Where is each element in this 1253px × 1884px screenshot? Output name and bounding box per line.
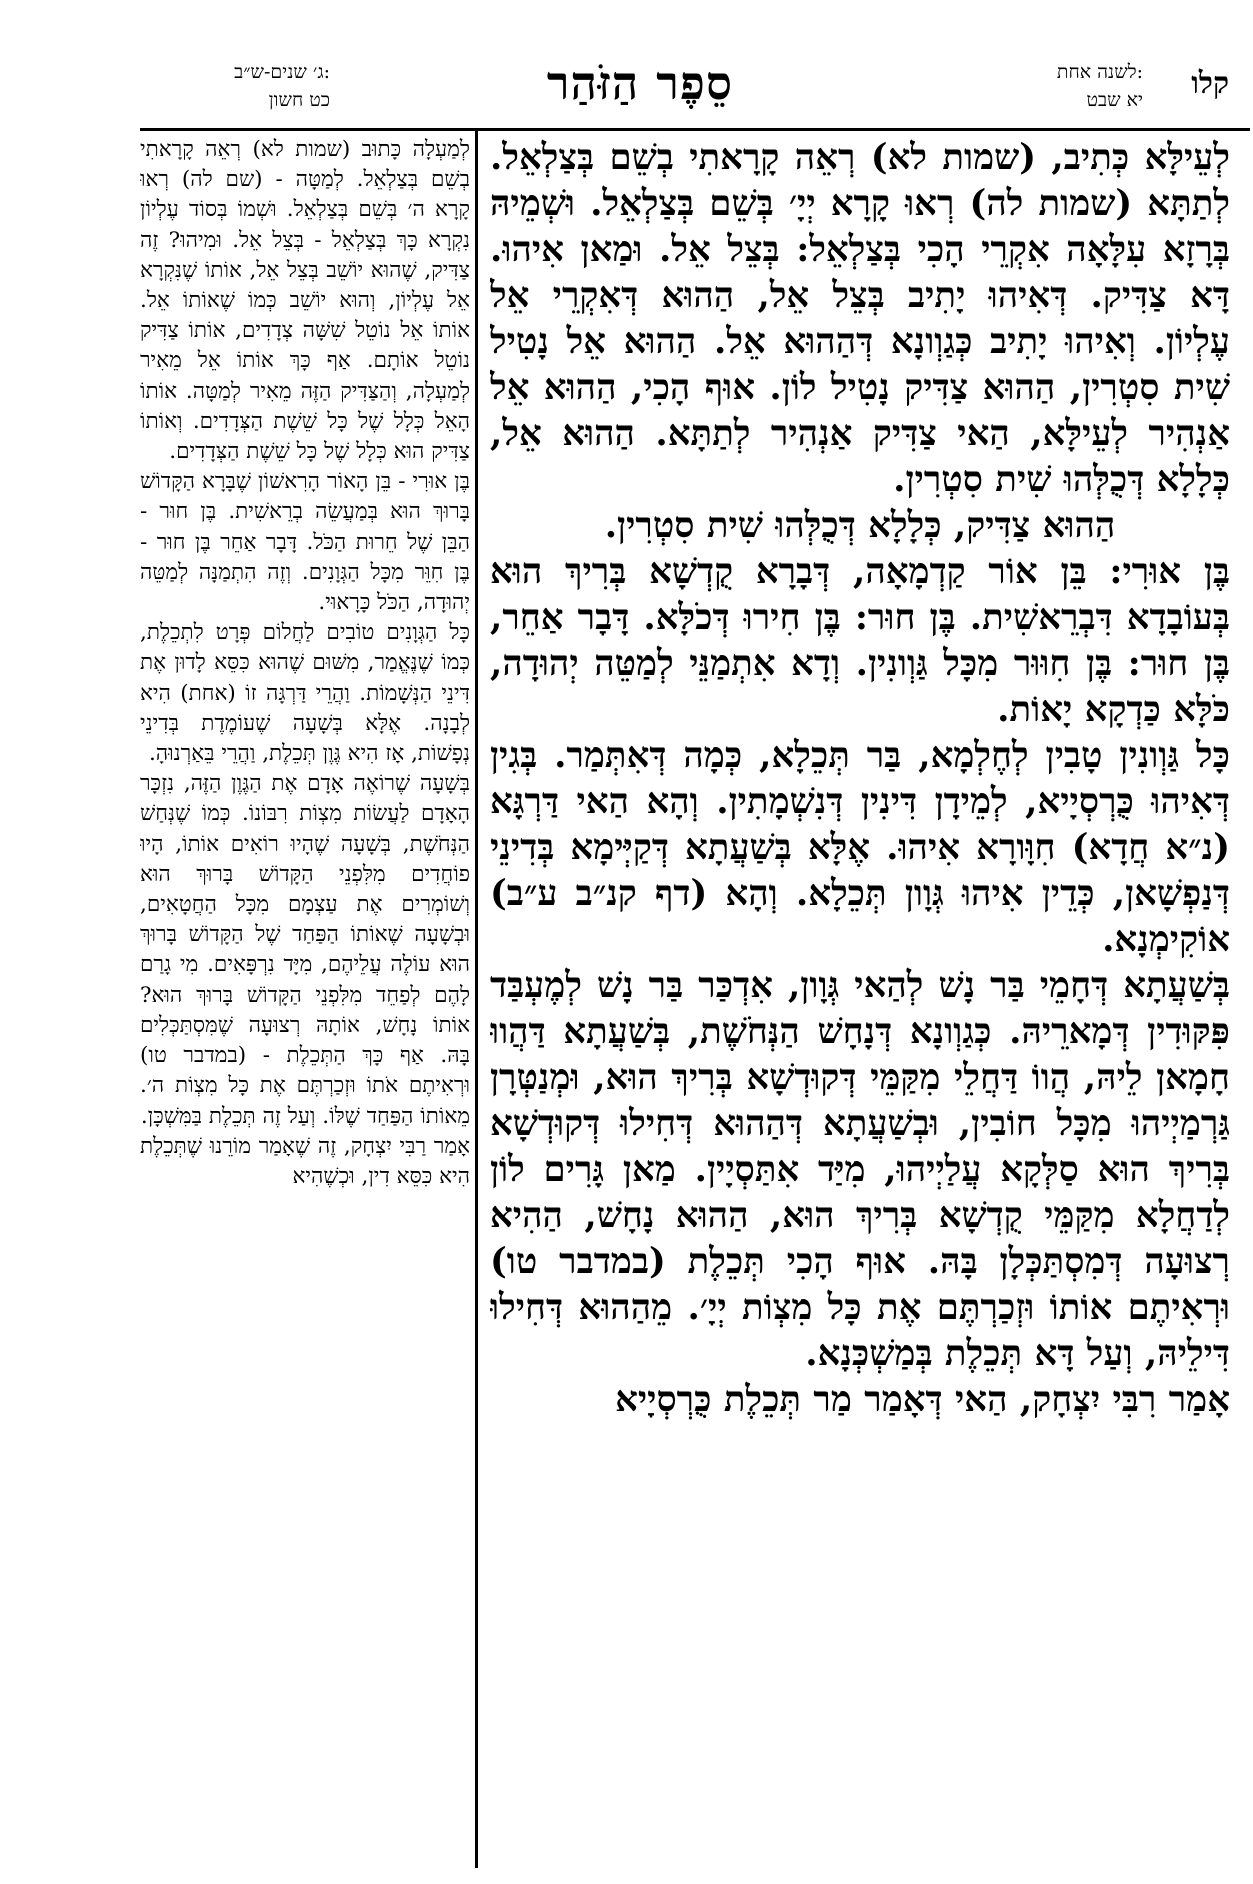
schedule-date-one-year: יא שבט xyxy=(1086,89,1143,111)
hebrew-paragraph: אָמַר רַבִּי יִצְחָק, זֶה שֶׁאָמַר מוֹרֵנוּ שֶׁתְּכֵלֶת הִיא כִּסֵּא דִין, וּכְשֶׁהִיא xyxy=(140,1133,470,1189)
header-rule xyxy=(140,128,1250,131)
column-separator xyxy=(475,128,478,1868)
hebrew-paragraph: בֶּן אוּרִי - בֵּן הָאוֹר הָרִאשׁוֹן שֶׁבָּרָא הַקָּדוֹשׁ בָּרוּךְ הוּא בְּמַעֲשֵׂה בְרֵאשִׁית. בֶּן חוּר - הַבֵּן שֶׁל חֵרוּת הַכֹּל. דָּבָר אַחֵר בֶּן חוּר - בֶּן חִוֵּר מִכָּל הַגְּוָנִים. וְזֶה הִתְמַנָּה לְמַטֵּה יְהוּדָה, הַכֹּל כָּרָאוּי. xyxy=(140,469,470,616)
hebrew-translation-column xyxy=(140,135,470,1875)
aramaic-paragraph: בְּשַׁעֲתָא דְּחָמֵי בַּר נָשׁ לְהַאי גְּוָון, אִדְכַּר בַּר נָשׁ לְמֶעְבַּד פִּקּוּדִין דְּמָארֵיהּ. כְּגַוְונָא דְּנָחָשׁ הַנְּחֹשֶׁת, בְּשַׁעֲתָא דַּהֲווּ חָמָאן לֵיהּ, הֲווֹ דַּחֲלֵי מִקַּמֵּי דְּקוּדְשָׁא בְּרִיךְ הוּא, וּמְנַטְּרָן גַּרְמַיְיהוּ מִכָּל חוֹבִין, וּבְשַׁעֲתָא דְּהַהוּא דְּחִילוּ דְּקוּדְשָׁא בְּרִיךְ הוּא סַלְּקָא עֲלַיְיהוּ, מִיַּד אִתַּסְיָין. מַאן גָּרִים לוֹן לְדַחֲלָא מִקַּמֵּי קֻדְשָׁא בְּרִיךְ הוּא, הַהוּא נָחָשׁ, הַהִיא רְצוּעָה דְּמִסְתַּכְּלָן בָּהּ. אוּף הָכִי תְּכֵלֶת (במדבר טו) וּרְאִיתֶם אוֹתוֹ וּזְכַרְתֶּם אֶת כָּל מִצְוֹת יְיָ׳. מֵהַהוּא דְּחִילוּ דִּילֵיהּ, וְעַל דָּא תְּכֵלֶת בְּמַשְׁכְּנָא. xyxy=(490,965,1230,1374)
schedule-date-three-year: כט חשון xyxy=(268,89,330,111)
hebrew-paragraph: כָּל הַגְּוָנִים טוֹבִים לַחֲלוֹם פְּרָט לִתְכֵלֶת, כְּמוֹ שֶׁנֶּאֱמַר, מִשּׁוּם שֶׁהוּא כִּסֵּא לָדוּן אֶת דִּינֵי הַנְּשָׁמוֹת. וַהֲרֵי דַּרְגָּה זוֹ (אחת) הִיא לְבָנָה. אֶלָּא בְּשָׁעָה שֶׁעוֹמֶדֶת בְּדִינֵי נְפָשׁוֹת, אָז הִיא גֶּוֶן תְּכֵלֶת, וַהֲרֵי בֵּאַרְנוּהָ. xyxy=(140,620,470,767)
book-title: סֵפֶר הַזֹּהַר xyxy=(546,56,734,110)
reading-schedule-three-year xyxy=(140,58,330,128)
aramaic-paragraph: כָּל גַּוְונִין טָבִין לְחֶלְמָא, בַּר תְּכֵלָא, כְּמָה דְּאִתְּמַר. בְּגִין דְּאִיהוּ כֻּרְסְיָיא, לְמֵידָן דִּינִין דְּנִשְׁמָתִין. וְהָא הַאי דַּרְגָּא (נ״א חֲדָא) חִוָּורָא אִיהוּ. אֶלָּא בְּשַׁעֲתָא דְּקַיְּימָא בְּדִינֵי דְּנַפְשָׁאן, כְּדֵין אִיהוּ גְּוָון תְּכֵלָא. וְהָא (דף קנ״ב ע״ב) אוֹקִימְנָא. xyxy=(490,735,1230,960)
hebrew-paragraph: בְּשָׁעָה שֶׁרוֹאֶה אָדָם אֶת הַגֶּוֶן הַזֶּה, נִזְכָּר הָאָדָם לַעֲשׂוֹת מִצְוֹת רִבּוֹנוֹ. כְּמוֹ שֶׁנְּחַשׁ הַנְּחֹשֶׁת, בְּשָׁעָה שֶׁהָיוּ רוֹאִים אוֹתוֹ, הָיוּ פוֹחֲדִים מִלִּפְנֵי הַקָּדוֹשׁ בָּרוּךְ הוּא וְשׁוֹמְרִים אֶת עַצְמָם מִכָּל הַחֲטָאִים, וּבְשָׁעָה שֶׁאוֹתוֹ הַפַּחַד שֶׁל הַקָּדוֹשׁ בָּרוּךְ הוּא עוֹלֶה עֲלֵיהֶם, מִיָּד נִרְפָּאִים. מִי גָרַם לָהֶם לְפַחֵד מִלִּפְנֵי הַקָּדוֹשׁ בָּרוּךְ הוּא? אוֹתוֹ נָחָשׁ, אוֹתָהּ רְצוּעָה שֶׁמִּסְתַּכְּלִים בָּהּ. אַף כָּךְ הַתְּכֵלֶת - (במדבר טו) וּרְאִיתֶם אֹתוֹ וּזְכַרְתֶּם אֶת כָּל מִצְוֹת ה׳. מֵאוֹתוֹ הַפַּחַד שֶׁלּוֹ. וְעַל זֶה תְּכֵלֶת בַּמִּשְׁכָּן. xyxy=(140,771,470,1129)
reading-schedule-one-year xyxy=(983,58,1143,128)
schedule-label-one-year: לשנה אחת: xyxy=(1056,61,1143,83)
page-number: קלו xyxy=(1191,66,1229,101)
aramaic-paragraph: בֶּן אוּרִי: בֵּן אוֹר קַדְמָאָה, דְּבָרָא קֻדְשָׁא בְּרִיךְ הוּא בְּעוֹבָדָא דִּבְרֵאשִׁית. בֶּן חוּר: בֶּן חִירוּ דְּכֹלָּא. דָּבָר אַחֵר, בֶּן חוּר: בֶּן חִוּוּר מִכָּל גַּוְונִין. וְדָא אִתְמַנֵּי לְמַטֵּה יְהוּדָה, כֹּלָּא כַּדְקָא יָאוֹת. xyxy=(490,551,1230,730)
aramaic-paragraph: אָמַר רִבִּי יִצְחָק, הַאי דְּאָמַר מַר תְּכֵלֶת כֻּרְסְיָיא xyxy=(615,1379,1230,1420)
schedule-label-three-year: ג׳ שנים-ש״ב: xyxy=(234,61,330,83)
aramaic-paragraph: לְעֵילָּא כְּתִיב, (שמות לא) רְאֵה קָרָאתִי בְשֵׁם בְּצַלְאֵל. לְתַתָּא (שמות לה) רְאוּ קָרָא יְיָ׳ בְּשֵׁם בְּצַלְאֵל. וּשְׁמֵיהּ בְּרָזָא עִלָּאָה אִקְרֵי הָכִי בְּצַלְאֵל: בְּצֵל אֵל. וּמַאן אִיהוּ. דָּא צַדִּיק. דְּאִיהוּ יָתִיב בְּצֵל אֵל, הַהוּא דְּאִקְרֵי אֵל עֶלְיוֹן. וְאִיהוּ יָתִיב כְּגַוְונָא דְּהַהוּא אֵל. הַהוּא אֵל נָטִיל שִׁית סִטְרִין, הַהוּא צַדִּיק נָטִיל לוֹן. אוּף הָכִי, הַהוּא אֵל אַנְהִיר לְעֵילָּא, הַאי צַדִּיק אַנְהִיר לְתַתָּא. הַהוּא אֵל, כְּלָלָא דְּכֻלְּהוּ שִׁית סִטְרִין. xyxy=(490,137,1230,500)
aramaic-text-column xyxy=(490,135,1230,1875)
hebrew-paragraph: לְמַעְלָה כָּתוּב (שמות לא) רְאֵה קָרָאתִי בְשֵׁם בְּצַלְאֵל. לְמַטָּה - (שם לה) רְאוּ קָרָא ה׳ בְּשֵׁם בְּצַלְאֵל. וּשְׁמוֹ בְּסוֹד עֶלְיוֹן נִקְרָא כָּךְ בְּצַלְאֵל - בְּצֵל אֵל. וּמִיהוּ? זֶה צַדִּיק, שֶׁהוּא יוֹשֵׁב בְּצֵל אֵל, אוֹתוֹ שֶׁנִּקְרָא אֵל עֶלְיוֹן, וְהוּא יוֹשֵׁב כְּמוֹ שֶׁאוֹתוֹ אֵל. אוֹתוֹ אֵל נוֹטֵל שִׁשָּׁה צְדָדִים, אוֹתוֹ צַדִּיק נוֹטֵל אוֹתָם. אַף כָּךְ אוֹתוֹ אֵל מֵאִיר לְמַעְלָה, וְהַצַּדִּיק הַזֶּה מֵאִיר לְמַטָּה. אוֹתוֹ הָאֵל כְּלָל שֶׁל כָּל שֵׁשֶׁת הַצְּדָדִים. וְאוֹתוֹ צַדִּיק הוּא כְּלָל שֶׁל כָּל שֵׁשֶׁת הַצְּדָדִים. xyxy=(140,137,470,465)
aramaic-paragraph: הַהוּא צַדִּיק, כְּלָלָא דְּכֻלְּהוּ שִׁית סִטְרִין. xyxy=(604,505,1116,546)
